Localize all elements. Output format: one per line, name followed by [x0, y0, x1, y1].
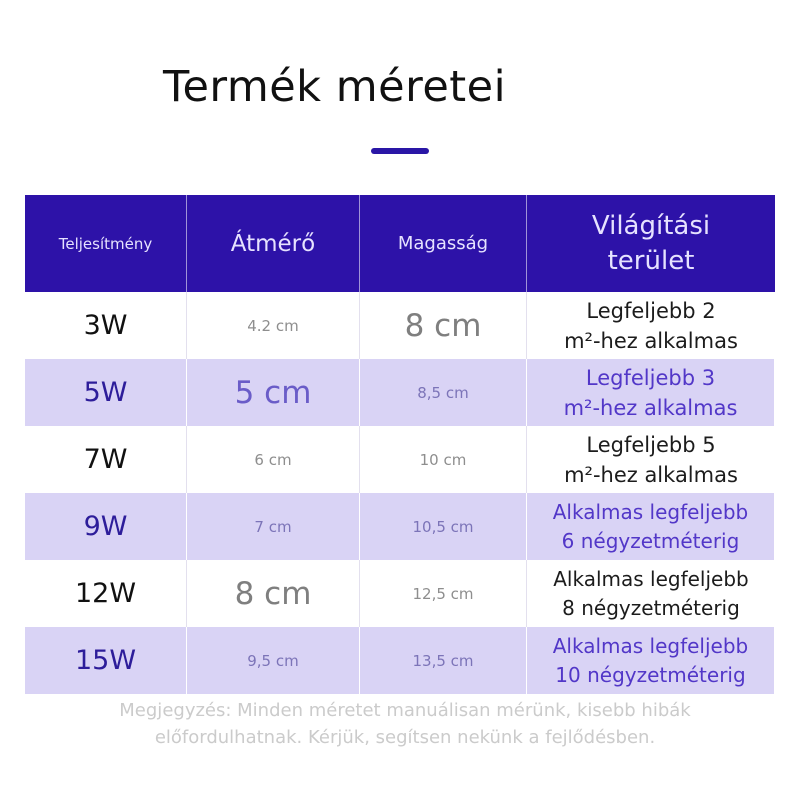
cell-lighting-area-line1: Alkalmas legfeljebb: [552, 633, 749, 658]
cell-lighting-area: [527, 493, 775, 560]
measurement-note-line2: előfordulhatnak. Kérjük, segítsen nekünk a fejlődésben.: [154, 727, 656, 748]
cell-lighting-area-line2: 8 négyzetméterig: [562, 595, 740, 620]
cell-lighting-area-line1: Alkalmas legfeljebb: [552, 499, 749, 524]
cell-height: 13,5 cm: [360, 627, 527, 694]
cell-lighting-area: [527, 627, 775, 694]
cell-diameter: 8 cm: [187, 560, 360, 627]
size-table: [25, 195, 775, 694]
cell-power: 5W: [25, 359, 187, 426]
header-lighting-area-line1: Világítási: [591, 210, 711, 241]
table-row: [25, 292, 775, 359]
cell-lighting-area-line2: 6 négyzetméterig: [561, 528, 740, 553]
cell-height: 8,5 cm: [360, 359, 527, 426]
cell-lighting-area-line1: Legfeljebb 2: [586, 298, 716, 323]
header-lighting-area-line2: terület: [607, 245, 695, 276]
cell-diameter: 5 cm: [187, 359, 360, 426]
table-row: [25, 560, 775, 627]
measurement-note: [60, 697, 750, 751]
cell-diameter: 6 cm: [187, 426, 360, 493]
header-height: Magasság: [360, 195, 527, 292]
cell-diameter: 4.2 cm: [187, 292, 360, 359]
cell-lighting-area-line2: m²-hez alkalmas: [564, 328, 738, 353]
page-title: Termék méretei: [163, 62, 507, 112]
header-lighting-area: [527, 195, 775, 292]
cell-diameter: 9,5 cm: [187, 627, 360, 694]
cell-power: 3W: [25, 292, 187, 359]
table-row: [25, 627, 775, 694]
cell-lighting-area-line1: Alkalmas legfeljebb: [553, 566, 749, 591]
cell-power: 7W: [25, 426, 187, 493]
cell-height: 8 cm: [360, 292, 527, 359]
header-power: Teljesítmény: [25, 195, 187, 292]
cell-lighting-area-line1: Legfeljebb 5: [586, 432, 716, 457]
measurement-note-line1: Megjegyzés: Minden méretet manuálisan mérünk, kisebb hibák: [119, 700, 691, 721]
table-row: [25, 493, 775, 560]
cell-height: 12,5 cm: [360, 560, 527, 627]
cell-power: 12W: [25, 560, 187, 627]
cell-lighting-area-line2: m²-hez alkalmas: [563, 395, 738, 420]
cell-power: 15W: [25, 627, 187, 694]
table-row: [25, 426, 775, 493]
header-diameter: Átmérő: [187, 195, 360, 292]
table-header-row: [25, 195, 775, 292]
cell-height: 10 cm: [360, 426, 527, 493]
cell-power: 9W: [25, 493, 187, 560]
cell-height: 10,5 cm: [360, 493, 527, 560]
cell-lighting-area: [527, 426, 775, 493]
cell-lighting-area-line1: Legfeljebb 3: [585, 365, 716, 390]
cell-lighting-area: [527, 359, 775, 426]
title-underline: [371, 148, 429, 154]
cell-lighting-area: [527, 560, 775, 627]
cell-lighting-area-line2: m²-hez alkalmas: [564, 462, 738, 487]
cell-diameter: 7 cm: [187, 493, 360, 560]
cell-lighting-area-line2: 10 négyzetméterig: [555, 662, 746, 687]
cell-lighting-area: [527, 292, 775, 359]
table-row: [25, 359, 775, 426]
